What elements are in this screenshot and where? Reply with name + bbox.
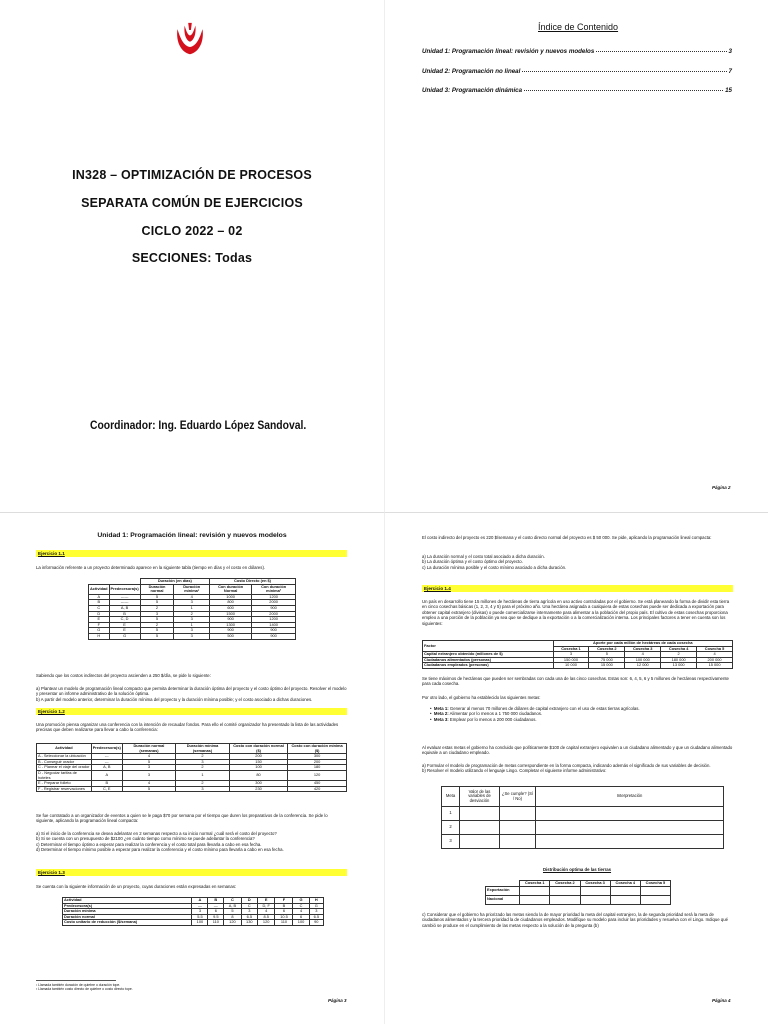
page-number: Página 2 bbox=[712, 485, 731, 490]
column-header: C bbox=[224, 898, 242, 904]
table-cell: 2 bbox=[140, 605, 174, 611]
table-cell: F - Registrar reservaciones bbox=[37, 786, 92, 792]
table-cell: 100 bbox=[192, 920, 208, 926]
column-header: Predecesora(s) bbox=[109, 584, 140, 594]
column-header: Actividad bbox=[89, 584, 110, 594]
table-cell: Duración normal bbox=[63, 914, 192, 920]
table-row bbox=[423, 663, 733, 669]
goal-label: Meta 1: bbox=[433, 706, 449, 711]
exercise-heading: Ejercicio 1.4 bbox=[422, 585, 733, 592]
table-cell: 3 bbox=[176, 759, 230, 765]
table-cell: 3 bbox=[309, 909, 323, 915]
table-cell: 300 bbox=[288, 754, 347, 760]
exercise-intro: Se cuenta con la siguiente información de un proyecto, cuyas duraciones están expresadas en semanas: bbox=[36, 884, 237, 889]
table-cell: 6 bbox=[275, 909, 293, 915]
column-header: Cosecha 1 bbox=[520, 881, 550, 887]
cover-subtitle: SEPARATA COMÚN DE EJERCICIOS bbox=[81, 196, 303, 210]
question-item: b) La duración óptima y el costo óptimo del proyecto. bbox=[422, 559, 523, 565]
column-header: F bbox=[275, 898, 293, 904]
column-header: Cosecha 3 bbox=[580, 881, 610, 887]
question-item: a) La duración normal y el costo total asociado a dicha duración. bbox=[422, 554, 545, 559]
question-item: c) La duración mínima posible y el costo mínimo asociado a dicha duración. bbox=[422, 564, 567, 570]
column-header: Con duración Normal bbox=[210, 584, 252, 594]
exercise-heading: Ejercicio 1.3 bbox=[36, 869, 347, 876]
table-cell: 1200 bbox=[252, 617, 296, 623]
table-row bbox=[89, 633, 296, 639]
table-cell: 3 bbox=[122, 770, 175, 780]
blank-cell[interactable] bbox=[520, 895, 550, 904]
exercises-page-4 bbox=[384, 512, 768, 1024]
table-cell: 1 bbox=[174, 605, 210, 611]
table-cell: 2 bbox=[140, 622, 174, 628]
table-cell: --- bbox=[91, 759, 122, 765]
blank-cell[interactable] bbox=[460, 821, 500, 835]
column-header: Cosecha 5 bbox=[640, 881, 670, 887]
table-cell: 12 000 bbox=[625, 663, 661, 669]
page-number: Página 4 bbox=[712, 998, 731, 1003]
question-item: c) Considerar que el gobierno ha priorizado las metas siendo la de mayor prioridad la meta del capital extranjero, la de segunda prioridad será la meta de ciudadanos alimentados y la tercera prioridad la de ciudadanos empleados. Modifique su modelo para incluir las prioridades y resuelva con el Lingo. Indique qué cambió se produce en el cumplimiento de las metas respecto a la solución de la pregunta (b) bbox=[422, 912, 728, 928]
blank-cell[interactable] bbox=[550, 886, 580, 895]
blank-cell[interactable] bbox=[536, 821, 724, 835]
table-cell: 90 bbox=[309, 920, 323, 926]
table-cell: 6 bbox=[208, 909, 224, 915]
table-cell: G bbox=[109, 633, 140, 639]
table-cell: 4 bbox=[122, 781, 175, 787]
question-item: b) Si se cuenta con un presupuesto de $2100 ¿en cuánto tiempo como mínimo se puede adelantar la conferencia? bbox=[36, 836, 255, 842]
blank-cell[interactable] bbox=[500, 821, 536, 835]
question-item: a) Si el inicio de la conferencia se desea adelantar en 2 semanas respecto a su inicio normal ¿cuál será el costo del proyecto? bbox=[36, 831, 277, 836]
table-cell: 3 bbox=[241, 909, 257, 915]
goal-text: Alimentar por lo menos a 1 750 000 ciudadanos. bbox=[448, 711, 543, 717]
header-group: Costo Directo (en $) bbox=[210, 579, 296, 585]
table-row bbox=[63, 920, 324, 926]
question-item: b) Resolver el modelo utilizando el lenguaje Lingo. Completar el siguiente informe administrativo: bbox=[422, 768, 607, 774]
table-cell: 3 bbox=[174, 628, 210, 634]
table-cell: 4 bbox=[122, 754, 175, 760]
table-cell: 3 bbox=[174, 633, 210, 639]
toc-entry-page: 3 bbox=[728, 48, 732, 55]
table-cell: E bbox=[109, 622, 140, 628]
column-header: Cosecha 4 bbox=[610, 881, 640, 887]
question-item: a) Plantear un modelo de programación lineal compacto que permita determinar la duración óptima del proyecto y el costo óptimo del proyecto. Resolver el modelo y presentar un informe administrativo de la solución óptima. bbox=[36, 686, 347, 697]
table-cell: 420 bbox=[288, 786, 347, 792]
table-cell: 180 bbox=[288, 765, 347, 771]
table-cell: 110 bbox=[208, 920, 224, 926]
table-cell: B - Conseguir orador bbox=[37, 759, 92, 765]
table-cell: G bbox=[309, 903, 323, 909]
table-cell: 15 000 bbox=[589, 663, 625, 669]
table-cell: ------ bbox=[109, 594, 140, 600]
table-cell: 1400 bbox=[252, 622, 296, 628]
table-cell: 100 000 bbox=[625, 657, 661, 663]
deviation-header: Valor de las variables de desviación bbox=[460, 787, 500, 807]
table-cell: A bbox=[89, 594, 110, 600]
distribution-table bbox=[485, 880, 671, 905]
exercise-intro: El costo indirecto del proyecto es 220 $/semana y el costo directo normal del proyecto es $ 50 000. Se pide, aplicando la programación lineal compacta: bbox=[422, 535, 712, 540]
table-cell: E bbox=[109, 628, 140, 634]
table-cell: B bbox=[275, 903, 293, 909]
table-cell: E - Preparar folleto bbox=[37, 781, 92, 787]
table-cell: C bbox=[241, 903, 257, 909]
column-header: D bbox=[241, 898, 257, 904]
exercise-intro: Un país en desarrollo tiene 15 millones de hectáreas de tierra agrícola en uso activo controladas por el gobierno. Se está planeando la forma de dividir esta tierra en cinco cosechas básicas (1, 2, 3, 4 y 5) para el próximo año. Una hectárea asignada a cualquiera de estas cosechas puede ser dedicada a exportación para obtener capital extranjero (divisas) o puede comercializarse internamente para alimentar a la población del propio país. El cultivo de estas cosechas proporciona empleo a una porción de la población ya sea que se dedique a la exportación o a la comercialización interna. Los principales factores a tener en cuenta son los siguientes: bbox=[422, 599, 730, 626]
blank-cell[interactable] bbox=[610, 895, 640, 904]
column-header: Cosecha 3 bbox=[625, 646, 661, 652]
column-header: H bbox=[309, 898, 323, 904]
blank-cell[interactable] bbox=[640, 886, 670, 895]
question-list bbox=[36, 831, 347, 853]
column-header: E bbox=[257, 898, 275, 904]
goal-text: Generar al menos 70 millones de dólares de capital extranjero con el uso de estas tierras agrícolas. bbox=[448, 706, 640, 711]
table-cell: 2 bbox=[176, 781, 230, 787]
table-cell: 4 bbox=[625, 652, 661, 658]
cover-page bbox=[0, 0, 384, 512]
table-cell: H bbox=[89, 633, 110, 639]
table-cell: 100 bbox=[229, 765, 287, 771]
goal-label: Meta 3: bbox=[433, 716, 449, 722]
table-cell: Predecesora(s) bbox=[63, 903, 192, 909]
paragraph: Por otro lado, el gobierno ha establecido las siguientes metas: bbox=[422, 695, 541, 700]
table-cell: Capital extranjero obtenido (millones de $) bbox=[423, 652, 554, 658]
table-cell: C - Planear el viaje del orador bbox=[38, 764, 90, 770]
blank-cell[interactable] bbox=[500, 835, 536, 849]
table-cell: 4 bbox=[174, 594, 210, 600]
table-cell: 3 bbox=[122, 765, 175, 771]
table-cell: 8.5 bbox=[257, 914, 275, 920]
table-cell: C bbox=[89, 605, 110, 611]
question-item: a) Formular el modelo de programación de metas correspondiente en la forma compacta, indicando además el significado de sus variables de decisión. bbox=[422, 763, 711, 768]
question-item: d) Determinar el tiempo mínimo posible a esperar para realizar la conferencia y el costo mínimo para llevarla a cabo en esa fecha. bbox=[36, 847, 284, 853]
question-list bbox=[422, 763, 733, 774]
unit-title: Unidad 1: Programación lineal: revisión y nuevos modelos bbox=[97, 532, 287, 539]
table-cell: 230 bbox=[229, 786, 287, 792]
exercises-page-3 bbox=[0, 512, 384, 1024]
factor-header: Factor bbox=[423, 641, 554, 652]
table-cell: 5 bbox=[140, 600, 174, 606]
table-cell: G bbox=[89, 628, 110, 634]
toc-entry-label: Unidad 3: Programación dinámica bbox=[422, 87, 523, 94]
column-header: Cosecha 2 bbox=[589, 646, 625, 652]
exercise-intro: Una promoción piensa organizar una conferencia con la intención de recaudar fondos. Para ello el comité organizador ha presentado la lista de las actividades precisas que deben realizarse para llevar a cabo la conferencia: bbox=[36, 722, 339, 733]
blank-cell[interactable] bbox=[610, 886, 640, 895]
table-cell: — bbox=[208, 903, 224, 909]
table-cell: D - Negociar tarifas de hoteles bbox=[37, 770, 92, 780]
table-cell: A bbox=[91, 770, 122, 780]
column-header: Duración mínima¹ bbox=[174, 584, 210, 594]
table-cell: 1000 bbox=[210, 594, 252, 600]
meta-number: 2 bbox=[442, 821, 460, 835]
cover-cycle: CICLO 2022 – 02 bbox=[141, 224, 243, 238]
table-cell: 900 bbox=[210, 628, 252, 634]
table-cell: 150 bbox=[229, 759, 287, 765]
toc-leader bbox=[596, 51, 726, 52]
table-cell: B bbox=[109, 611, 140, 617]
table-cell: ------ bbox=[109, 600, 140, 606]
column-header: Actividad bbox=[63, 898, 192, 904]
exercise-heading: Ejercicio 1.2 bbox=[36, 708, 347, 715]
table-cell: 3 bbox=[174, 617, 210, 623]
blank-cell[interactable] bbox=[640, 895, 670, 904]
column-header: Cosecha 4 bbox=[661, 646, 697, 652]
table-cell: E bbox=[89, 617, 110, 623]
exercise-note: Sabiendo que los costos indirectos del proyecto ascienden a 250 $/día, se pide lo siguiente: bbox=[36, 673, 211, 678]
column-header: Duración mínima (semanas) bbox=[176, 744, 230, 754]
table-cell: 130 bbox=[241, 920, 257, 926]
toc-entry[interactable] bbox=[422, 68, 732, 75]
table-cell: 3 bbox=[140, 611, 174, 617]
table-cell: 900 bbox=[252, 633, 296, 639]
column-header: Predecesora(s) bbox=[91, 744, 122, 754]
table-cell: 9.5 bbox=[208, 914, 224, 920]
goal-label: Meta 2: bbox=[433, 711, 449, 717]
table-cell: --- bbox=[91, 754, 122, 760]
footnote: ² Llamada también costo directo de quiebre o costo directo tope. bbox=[36, 987, 133, 992]
distribution-title: Distribución optima de las tierras bbox=[542, 867, 612, 872]
table-cell: 5 bbox=[140, 628, 174, 634]
table-cell: 200 bbox=[288, 759, 347, 765]
table-cell: 2 bbox=[176, 765, 230, 771]
table-cell: 8 bbox=[224, 914, 242, 920]
table-cell: 2000 bbox=[252, 600, 296, 606]
table-cell: 5 bbox=[224, 909, 242, 915]
cover-sections: SECCIONES: Todas bbox=[131, 251, 253, 265]
toc-leader bbox=[524, 90, 723, 91]
toc-entry-label: Unidad 2: Programación no lineal bbox=[422, 68, 521, 75]
table-cell: B bbox=[91, 781, 122, 787]
table-cell: 2000 bbox=[252, 611, 296, 617]
activity-table-2 bbox=[36, 743, 347, 792]
table-cell: 10 000 bbox=[553, 663, 589, 669]
meta-number: 3 bbox=[442, 835, 460, 849]
toc-entry-page: 15 bbox=[725, 87, 732, 94]
footnote: ¹ Llamada también duración de quiebre o duración tope. bbox=[36, 983, 121, 987]
table-cell: 1500 bbox=[210, 611, 252, 617]
fulfilled-header: ¿Se cumple? (Sí / No) bbox=[500, 787, 536, 807]
table-cell: 600 bbox=[210, 605, 252, 611]
table-cell: 3 bbox=[192, 909, 208, 915]
question-item: b) A partir del modelo anterior, determinar la duración mínima del proyecto y la duración mínima posible; y el costo asociado a dichas duraciones. bbox=[36, 696, 313, 702]
goal-list bbox=[430, 706, 730, 722]
page-number: Página 3 bbox=[328, 998, 347, 1003]
footnotes bbox=[36, 983, 336, 991]
project-table-3 bbox=[62, 897, 324, 926]
goal-item bbox=[430, 717, 730, 722]
bullet-icon: • bbox=[430, 711, 434, 717]
column-header: Duración normal bbox=[140, 584, 174, 594]
table-cell: 10.5 bbox=[275, 914, 293, 920]
column-header: Con duración mínima² bbox=[252, 584, 296, 594]
toc-entry[interactable] bbox=[422, 87, 732, 94]
table-cell: 15 000 bbox=[697, 663, 733, 669]
table-cell: 100 bbox=[293, 920, 309, 926]
table-cell: A - Seleccionar la ubicación bbox=[37, 754, 92, 760]
table-row bbox=[37, 786, 347, 792]
footnote-rule bbox=[36, 980, 116, 981]
table-cell: 180 000 bbox=[661, 657, 697, 663]
activity-table-1 bbox=[88, 578, 296, 640]
exercise-note: Se fue contratado a un organizador de eventos a quien se le paga $70 por semana por el tiempo que duren los preparativos de la conferencia. Se pide lo siguiente, aplicando la programación lineal compacta: bbox=[36, 813, 328, 824]
table-cell: 200 bbox=[229, 754, 287, 760]
table-cell: 6.5 bbox=[241, 914, 257, 920]
university-logo-icon bbox=[172, 22, 208, 56]
table-cell: 900 bbox=[252, 628, 296, 634]
table-cell: 1 bbox=[174, 622, 210, 628]
table-cell: 300 bbox=[229, 781, 287, 787]
coordinator-name: Coordinador: Ing. Eduardo López Sandoval. bbox=[90, 420, 307, 432]
table-cell: 75 000 bbox=[589, 657, 625, 663]
table-cell: D bbox=[89, 611, 110, 617]
interpretation-header: Interpretación bbox=[536, 787, 724, 807]
crop-factors-table bbox=[422, 640, 733, 669]
row-label: Nacional bbox=[486, 895, 520, 904]
table-cell: 2 bbox=[661, 652, 697, 658]
bullet-icon: • bbox=[430, 706, 434, 711]
table-cell: 1 bbox=[176, 770, 230, 780]
table-cell: 3 bbox=[176, 786, 230, 792]
table-cell: 5 bbox=[122, 786, 175, 792]
table-cell: 5 bbox=[140, 617, 174, 623]
table-cell: 2 bbox=[174, 611, 210, 617]
table-cell: 3 bbox=[553, 652, 589, 658]
table-cell: 120 bbox=[257, 920, 275, 926]
table-cell: 6.5 bbox=[309, 914, 323, 920]
column-header: Costo con duración normal ($) bbox=[229, 744, 287, 754]
paragraph: Al evaluar estas metas el gobierno ha concluido que políticamente $100 de capital extranjero equivalen a un ciudadano alimentado y que un ciudadano alimentado equivale a un ciudadano empleado. bbox=[422, 745, 733, 756]
table-cell: F bbox=[89, 622, 110, 628]
column-header: Actividad bbox=[37, 744, 92, 754]
blank-cell[interactable] bbox=[460, 807, 500, 821]
paragraph: Se tiene máximos de hectáreas que pueden ser sembradas con cada una de las cinco cosechas. Estas son: 6, 4, 5, 6 y 5 millones de hectáreas respectivamente para cada cosecha. bbox=[422, 676, 729, 687]
table-cell: 5 bbox=[140, 633, 174, 639]
table-cell: 3 bbox=[174, 600, 210, 606]
table-cell: 900 bbox=[210, 617, 252, 623]
table-cell: 5 bbox=[140, 594, 174, 600]
table-cell: 5.5 bbox=[192, 914, 208, 920]
question-list bbox=[422, 554, 733, 570]
table-cell: 450 bbox=[288, 781, 347, 787]
table-cell: 800 bbox=[210, 600, 252, 606]
table-cell: A, B bbox=[224, 903, 242, 909]
table-cell: D, F bbox=[257, 903, 275, 909]
table-cell: 150 000 bbox=[553, 657, 589, 663]
table-cell: B bbox=[89, 600, 110, 606]
question-list bbox=[36, 686, 347, 702]
column-header: Cosecha 2 bbox=[550, 881, 580, 887]
goal-report-table bbox=[441, 786, 724, 849]
blank-cell[interactable] bbox=[580, 886, 610, 895]
table-cell: 200 000 bbox=[697, 657, 733, 663]
goal-text: Emplear por lo menos a 200 000 ciudadanos. bbox=[448, 716, 537, 722]
column-header: B bbox=[208, 898, 224, 904]
exercise-intro: La información referente a un proyecto determinado aparece en la siguiente tabla (tiempo en días y el costo en dólares). bbox=[36, 565, 266, 570]
table-cell: A, B bbox=[109, 605, 140, 611]
toc-entry[interactable] bbox=[422, 48, 732, 55]
course-title: IN328 – OPTIMIZACIÓN DE PROCESOS bbox=[72, 168, 312, 182]
blank-cell[interactable] bbox=[536, 807, 724, 821]
column-header: A bbox=[192, 898, 208, 904]
table-cell: C, E bbox=[91, 786, 122, 792]
meta-header: Meta bbox=[442, 787, 460, 807]
bullet-icon: • bbox=[430, 716, 434, 722]
question-item: c) Determinar el tiempo óptimo a esperar para realizar la conferencia y el costo total para llevarla a cabo en esa fecha. bbox=[36, 841, 262, 847]
toc-entry-page: 7 bbox=[728, 68, 732, 75]
table-cell: 13 000 bbox=[661, 663, 697, 669]
column-header: Cosecha 1 bbox=[553, 646, 589, 652]
table-cell: 900 bbox=[252, 605, 296, 611]
meta-number: 1 bbox=[442, 807, 460, 821]
table-cell: Duración mínima bbox=[63, 909, 192, 915]
table-cell: 500 bbox=[210, 633, 252, 639]
table-cell: 120 bbox=[288, 770, 347, 780]
column-header: Cosecha 5 bbox=[697, 646, 733, 652]
blank-cell[interactable] bbox=[520, 886, 550, 895]
table-cell: 5 bbox=[589, 652, 625, 658]
column-header: Costo con duración mínima ($) bbox=[288, 744, 347, 754]
table-cell: Ciudadanos alimentados (personas) bbox=[423, 657, 554, 663]
table-cell: 1300 bbox=[210, 622, 252, 628]
table-cell: C, D bbox=[109, 617, 140, 623]
table-cell: 1200 bbox=[252, 594, 296, 600]
blank-cell[interactable] bbox=[580, 895, 610, 904]
header-group: Aporte por cada millón de hectáreas de cada cosecha bbox=[553, 641, 732, 647]
row-label: Exportación bbox=[486, 886, 520, 895]
table-cell: Costo unitario de reducción ($/semana) bbox=[63, 920, 192, 926]
table-cell: C bbox=[293, 903, 309, 909]
toc-leader bbox=[522, 71, 726, 72]
toc-page bbox=[384, 0, 768, 512]
table-cell: 2 bbox=[176, 754, 230, 760]
column-header: Duración normal (semanas) bbox=[122, 744, 175, 754]
table-cell: 120 bbox=[224, 920, 242, 926]
table-cell: — bbox=[192, 903, 208, 909]
table-cell: 6 bbox=[293, 914, 309, 920]
table-cell: Ciudadanos empleados (personas) bbox=[423, 663, 554, 669]
table-cell: A, B bbox=[91, 765, 122, 771]
header-group: Duración (en días) bbox=[140, 579, 209, 585]
table-cell: 4 bbox=[697, 652, 733, 658]
column-header: G bbox=[293, 898, 309, 904]
table-cell: 110 bbox=[275, 920, 293, 926]
table-cell: 80 bbox=[229, 770, 287, 780]
blank-cell[interactable] bbox=[550, 895, 580, 904]
table-cell: 4 bbox=[293, 909, 309, 915]
table-cell: 4 bbox=[257, 909, 275, 915]
blank-cell[interactable] bbox=[460, 835, 500, 849]
blank-cell[interactable] bbox=[500, 807, 536, 821]
toc-title: Índice de Contenido bbox=[538, 22, 619, 32]
blank-cell[interactable] bbox=[536, 835, 724, 849]
toc-entry-label: Unidad 1: Programación lineal: revisión y nuevos modelos bbox=[422, 48, 595, 55]
table-cell: 5 bbox=[122, 759, 175, 765]
table-row bbox=[37, 770, 347, 780]
exercise-heading: Ejercicio 1.1 bbox=[36, 550, 347, 557]
